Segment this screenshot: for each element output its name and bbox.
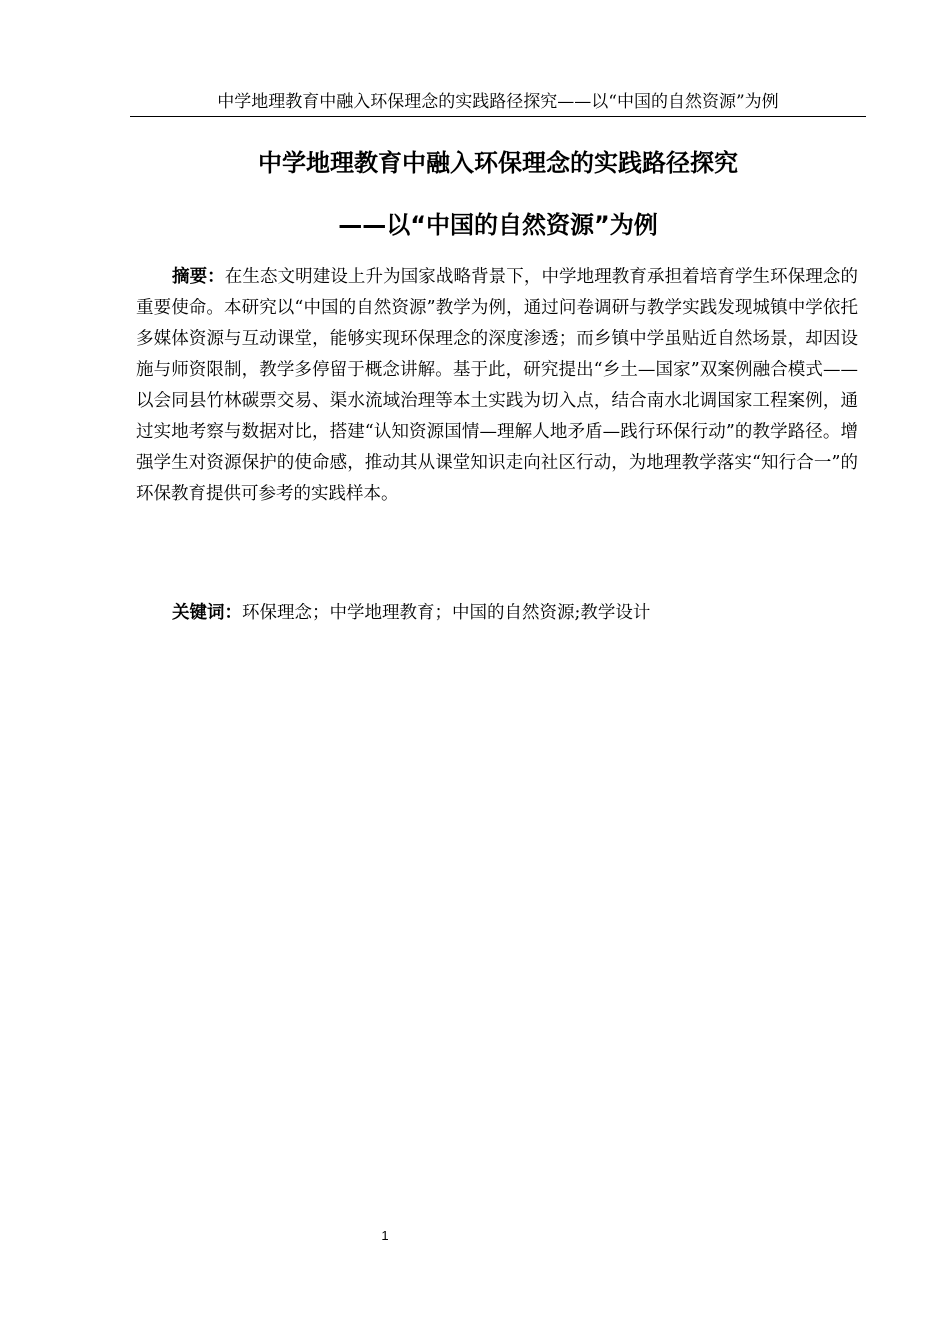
- header-rule: [130, 116, 866, 117]
- abstract-label: 摘要：: [172, 267, 225, 287]
- keywords-label: 关键词：: [172, 603, 242, 623]
- paper-subtitle: ——以“中国的自然资源”为例: [338, 211, 658, 239]
- keywords-paragraph: [136, 598, 858, 629]
- page-number: 1: [381, 1228, 389, 1243]
- paper-title: 中学地理教育中融入环保理念的实践路径探究: [258, 149, 738, 177]
- abstract-paragraph: [136, 262, 858, 510]
- running-header: 中学地理教育中融入环保理念的实践路径探究——以“中国的自然资源”为例: [217, 92, 779, 112]
- abstract-text: 在生态文明建设上升为国家战略背景下，中学地理教育承担着培育学生环保理念的重要使命。本研究以“中国的自然资源”教学为例，通过问卷调研与教学实践发现城镇中学依托多媒体资源与互动课堂，能够实现环保理念的深度渗透；而乡镇中学虽贴近自然场景，却因设施与师资限制，教学多停留于概念讲解。基于此，研究提出“乡土—国家”双案例融合模式——以会同县竹林碳票交易、渠水流域治理等本土实践为切入点，结合南水北调国家工程案例，通过实地考察与数据对比，搭建“认知资源国情—理解人地矛盾—践行环保行动”的教学路径。增强学生对资源保护的使命感，推动其从课堂知识走向社区行动，为地理教学落实“知行合一”的环保教育提供可参考的实践样本。: [136, 267, 859, 504]
- keywords-text: 环保理念；中学地理教育；中国的自然资源;教学设计: [242, 603, 651, 623]
